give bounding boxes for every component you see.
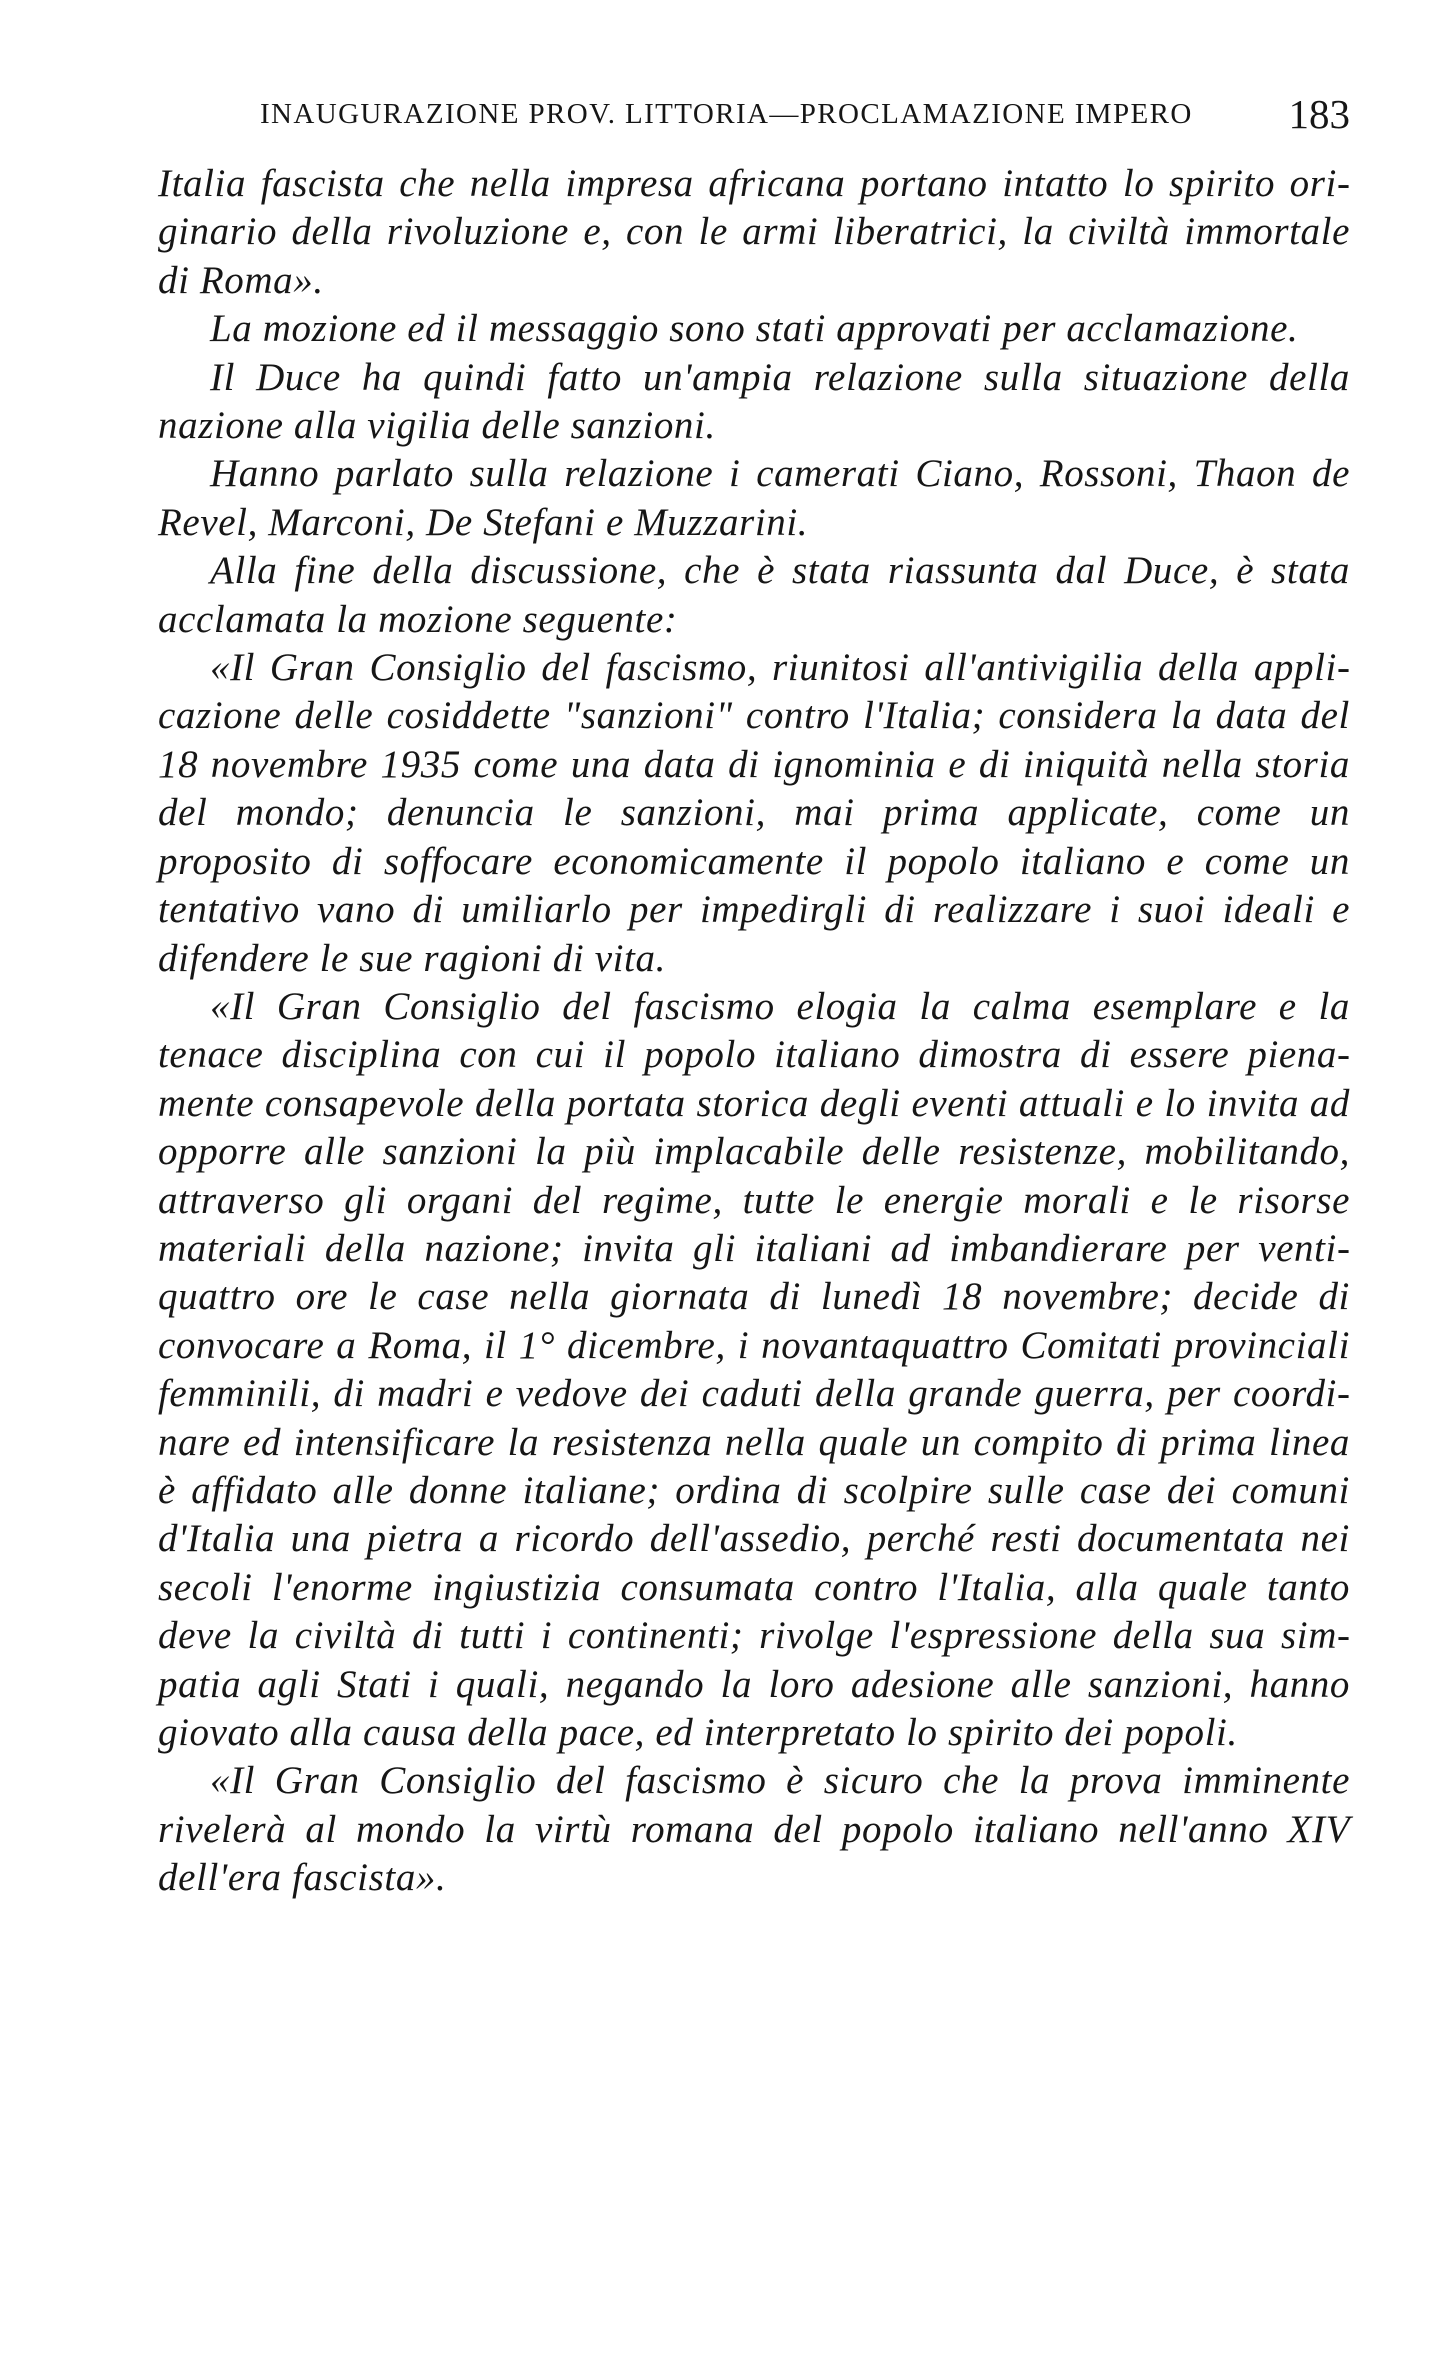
paragraph-duce-report: Il Duce ha quindi fatto un'ampia relazione sulla situazione della nazione alla vigilia delle sanzioni. [158, 355, 1350, 448]
body-text [158, 160, 1350, 1903]
paragraph-speakers: Hanno parlato sulla relazione i camerati Ciano, Rossoni, Thaon de Revel, Marconi, De Stefani e Muzzarini. [158, 452, 1350, 544]
paragraph-motion-sanctions: «Il Gran Consiglio del fascismo, riunitosi all'antivigilia della applicazione delle cosiddette "sanzioni" contro l'Italia; considera la data del 18 novembre 1935 come una data di ignominia e di iniquità nella storia del mondo; denuncia le sanzioni, mai prima applicate, come un proposito di soffocare economicamente il popolo italiano e come un tentativo vano di umiliarlo per impedirgli di realizzare i suoi ideali e difendere le sue ragioni di vita. [158, 646, 1350, 980]
paragraph-motion-intro: Alla fine della discussione, che è stata riassunta dal Duce, è stata acclamata la mozione seguente: [158, 549, 1350, 641]
running-title: INAUGURAZIONE PROV. LITTORIA—PROCLAMAZIONE IMPERO [260, 98, 1193, 130]
page-number: 183 [1288, 91, 1350, 137]
paragraph-continuation: Italia fascista che nella impresa africana portano intatto lo spirito originario della rivoluzione e, con le armi liberatrici, la civiltà immortale di Roma». [158, 162, 1350, 302]
paragraph-motion-closing: «Il Gran Consiglio del fascismo è sicuro che la prova imminente rivelerà al mondo la virtù romana del popolo italiano nell'anno XIV dell'era fascista». [158, 1759, 1350, 1900]
paragraph-approval: La mozione ed il messaggio sono stati approvati per acclamazione. [210, 307, 1299, 351]
paragraph-motion-discipline: «Il Gran Consiglio del fascismo elogia la calma esemplare e la tenace disciplina con cui il popolo italiano dimostra di essere pienamente consapevole della portata storica degli eventi attuali e lo invita ad opporre alle sanzioni la più implacabile delle resistenze, mobilitando, attraverso gli organi del regime, tutte le energie morali e le risorse materiali della nazione; invita gli italiani ad imbandierare per ventiquattro ore le case nella giornata di lunedì 18 novembre; decide di convocare a Roma, il 1° dicembre, i novantaquattro Comitati provinciali femminili, di madri e vedove dei caduti della grande guerra, per coordinare ed intensificare la resistenza nella quale un compito di prima linea è affidato alle donne italiane; ordina di scolpire sulle case dei comuni d'Italia una pietra a ricordo dell'assedio, perché resti documentata nei secoli l'enorme ingiustizia consumata contro l'Italia, alla quale tanto deve la civiltà di tutti i continenti; rivolge l'espressione della sua simpatia agli Stati i quali, negando la loro adesione alle sanzioni, hanno giovato alla causa della pace, ed interpretato lo spirito dei popoli. [158, 984, 1350, 1754]
running-head [260, 90, 1350, 140]
